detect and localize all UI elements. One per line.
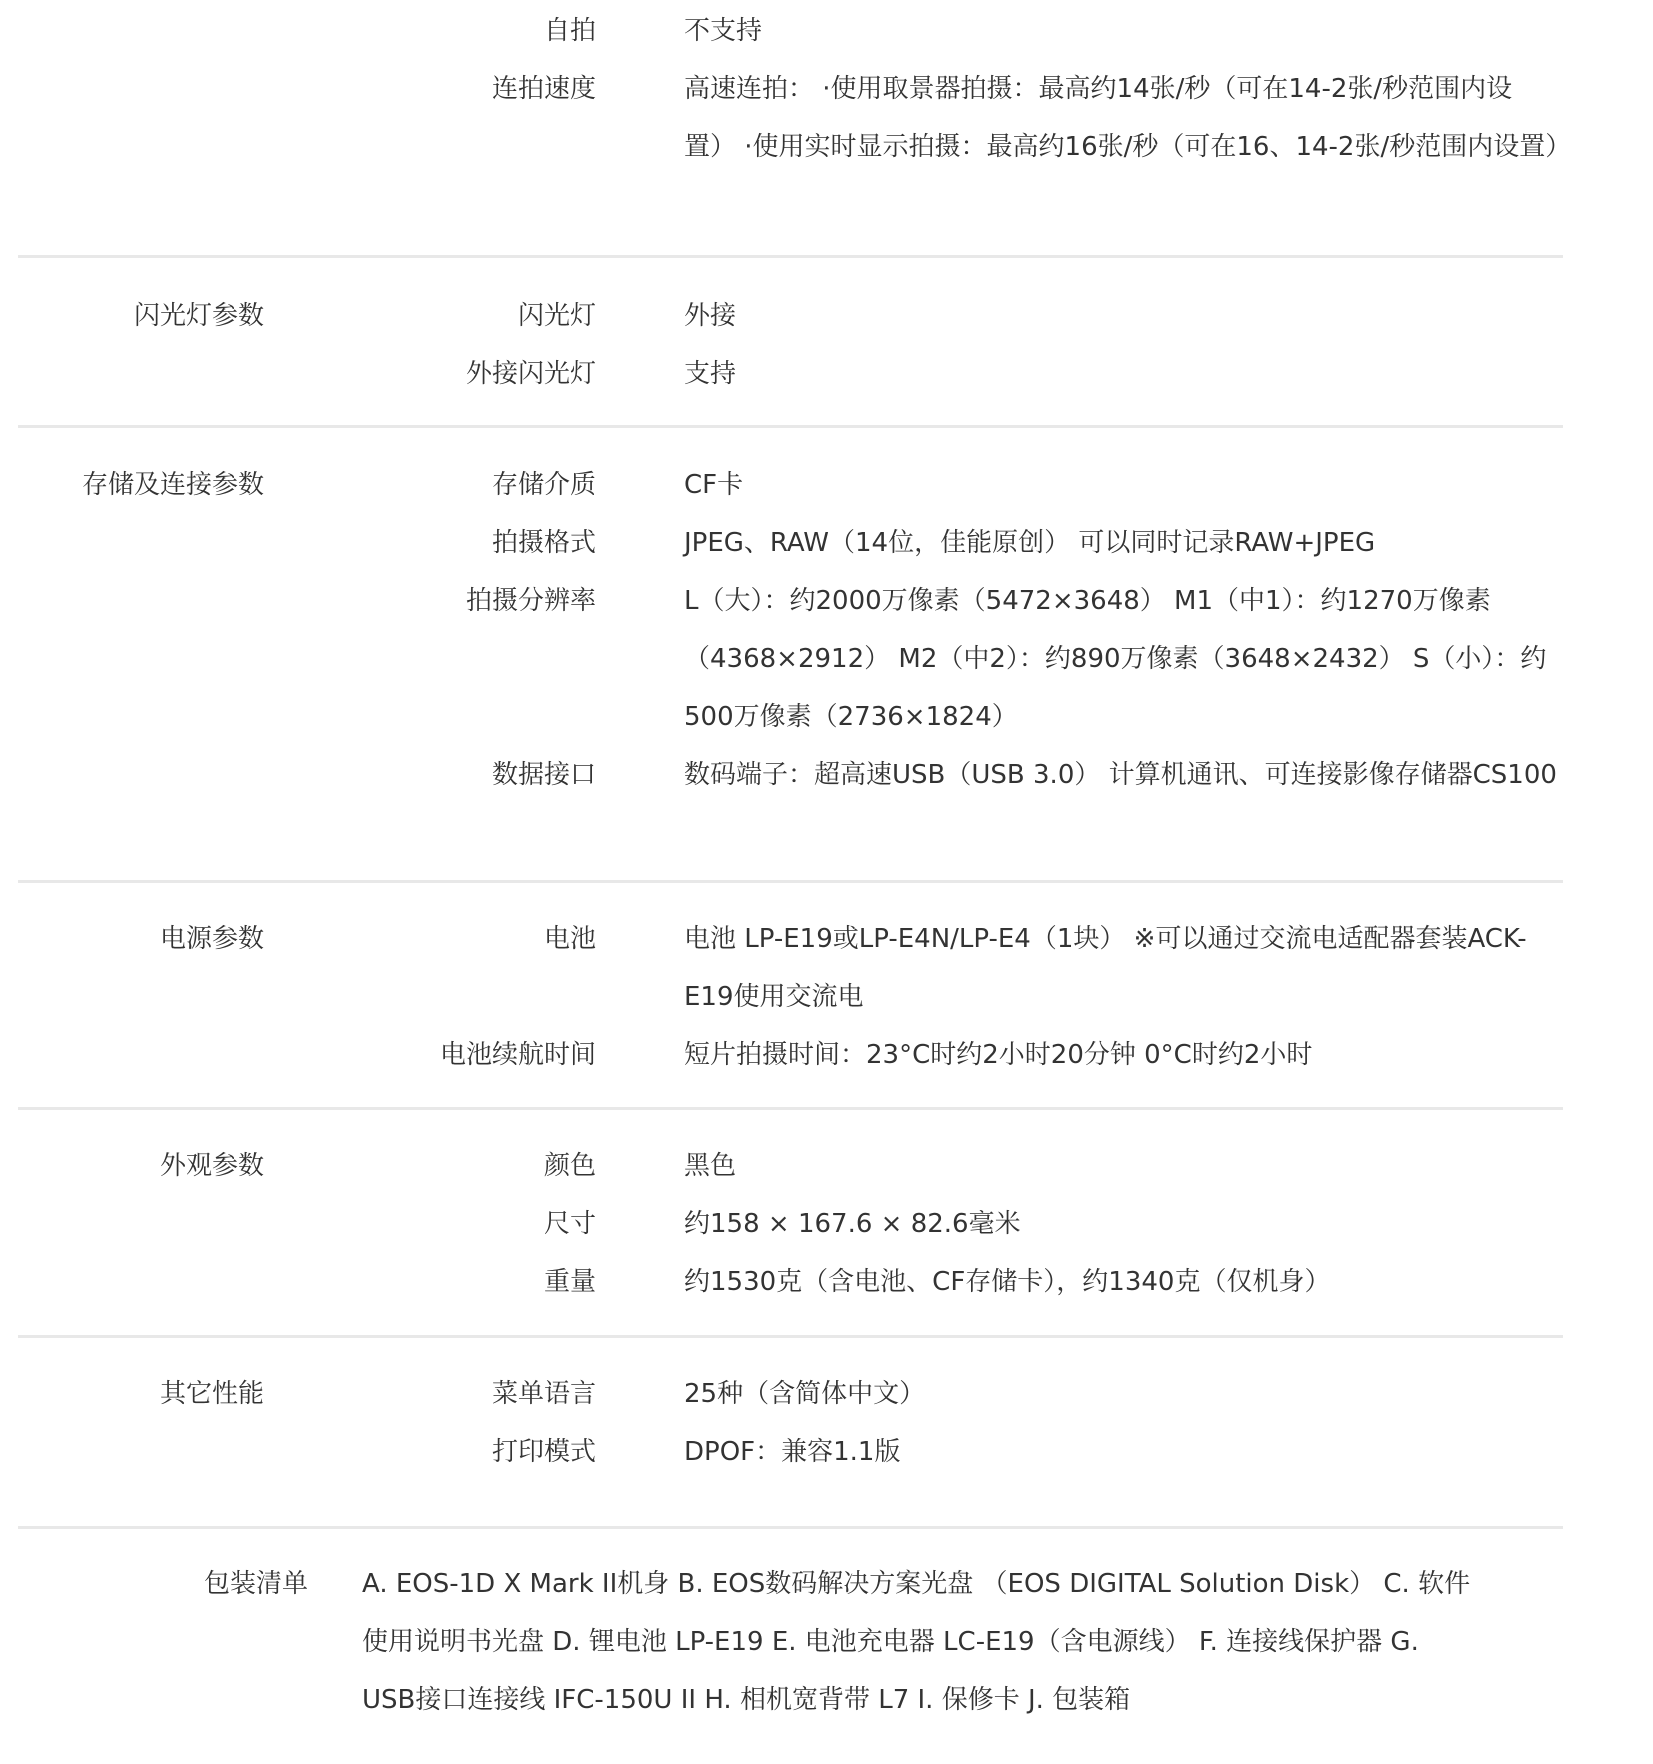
spec-label: 拍摄分辨率 xyxy=(465,586,596,616)
section-divider xyxy=(18,1107,1563,1110)
spec-label: 存储介质 xyxy=(491,470,596,500)
spec-value: 约1530克（含电池、CF存储卡），约1340克（仅机身） xyxy=(684,1267,1331,1297)
spec-label: 自拍 xyxy=(543,16,596,46)
spec-label: 重量 xyxy=(543,1267,596,1297)
section-category: 电源参数 xyxy=(159,924,264,954)
spec-label: 打印模式 xyxy=(491,1437,596,1467)
spec-label: 外接闪光灯 xyxy=(465,359,596,389)
spec-value: 黑色 xyxy=(684,1151,737,1181)
package-category: 包装清单 xyxy=(203,1569,308,1599)
spec-label: 连拍速度 xyxy=(491,74,596,104)
package-contents: A. EOS-1D X Mark II机身 B. EOS数码解决方案光盘 （EOS DIGITAL Solution Disk） C. 软件使用说明书光盘 D. 锂电池 LP-E19 E. 电池充电器 LC-E19（含电源线） F. 连接线保护器 G. USB接口连接线 IFC-150U II H. 相机宽背带 L7 I. 保修卡 J. 包装箱 xyxy=(362,1569,1471,1715)
spec-label: 闪光灯 xyxy=(517,301,596,331)
spec-value: L（大）：约2000万像素（5472×3648） M1（中1）：约1270万像素（4368×2912） M2（中2）：约890万像素（3648×2432） S（小）：约500万像素（2736×1824） xyxy=(684,586,1547,732)
section-category: 闪光灯参数 xyxy=(133,301,264,331)
spec-value: 短片拍摄时间：23°C时约2小时20分钟 0°C时约2小时 xyxy=(684,1040,1313,1070)
package-list xyxy=(18,1555,1563,1755)
spec-section-other xyxy=(18,1365,1563,1505)
spec-label: 拍摄格式 xyxy=(491,528,596,558)
spec-value: 支持 xyxy=(684,359,737,389)
spec-value: DPOF：兼容1.1版 xyxy=(684,1437,901,1467)
section-category: 其它性能 xyxy=(159,1379,264,1409)
spec-value: 高速连拍： ·使用取景器拍摄：最高约14张/秒（可在14-2张/秒范围内设置） ·使用实时显示拍摄：最高约16张/秒（可在16、14-2张/秒范围内设置） xyxy=(684,74,1572,162)
spec-value: JPEG、RAW（14位，佳能原创） 可以同时记录RAW+JPEG xyxy=(684,528,1376,558)
spec-value: CF卡 xyxy=(684,470,744,500)
spec-value: 约158 × 167.6 × 82.6毫米 xyxy=(684,1209,1021,1239)
section-divider xyxy=(18,255,1563,258)
spec-label: 颜色 xyxy=(543,1151,596,1181)
spec-value: 不支持 xyxy=(684,16,763,46)
section-divider xyxy=(18,425,1563,428)
spec-label: 数据接口 xyxy=(491,760,596,790)
section-divider xyxy=(18,880,1563,883)
spec-label: 菜单语言 xyxy=(491,1379,596,1409)
spec-value: 数码端子：超高速USB（USB 3.0） 计算机通讯、可连接影像存储器CS100 xyxy=(684,760,1557,790)
section-divider xyxy=(18,1526,1563,1529)
spec-label: 电池续航时间 xyxy=(439,1040,596,1070)
spec-section-power xyxy=(18,910,1563,1100)
spec-section-flash xyxy=(18,287,1563,427)
section-divider xyxy=(18,1335,1563,1338)
spec-section-storage xyxy=(18,456,1563,876)
spec-value: 25种（含简体中文） xyxy=(684,1379,926,1409)
spec-section-continued xyxy=(18,2,1572,252)
spec-label: 电池 xyxy=(543,924,596,954)
spec-section-appearance xyxy=(18,1137,1563,1327)
spec-value: 电池 LP-E19或LP-E4N/LP-E4（1块） ※可以通过交流电适配器套装ACK-E19使用交流电 xyxy=(684,924,1527,1012)
section-category: 存储及连接参数 xyxy=(81,470,264,500)
spec-value: 外接 xyxy=(684,301,737,331)
section-category: 外观参数 xyxy=(159,1151,264,1181)
spec-label: 尺寸 xyxy=(543,1209,596,1239)
